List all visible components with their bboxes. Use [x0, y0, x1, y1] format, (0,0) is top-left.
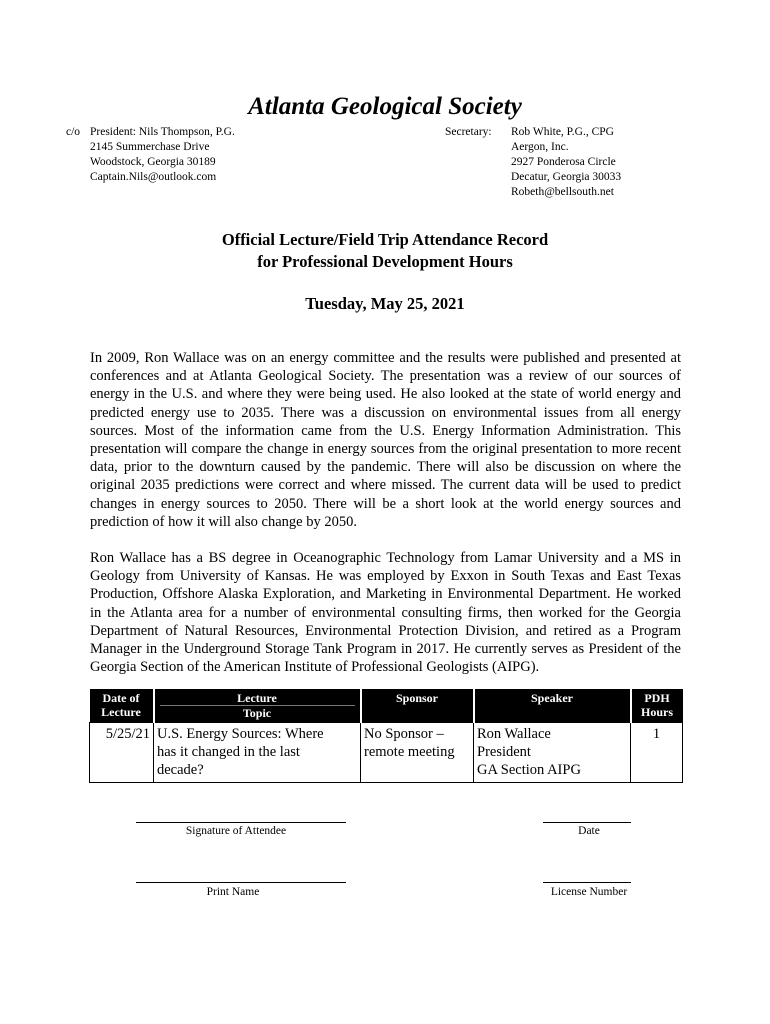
header-pdh-hours: PDH Hours	[631, 689, 683, 723]
record-heading-line1: Official Lecture/Field Trip Attendance Record	[221, 230, 549, 249]
header-sponsor: Sponsor	[361, 689, 474, 723]
print-name-line[interactable]	[136, 882, 346, 883]
lecture-date: Tuesday, May 25, 2021	[305, 294, 465, 313]
header-topic: Lecture Topic	[154, 689, 361, 723]
society-title: Atlanta Geological Society	[248, 93, 522, 120]
header-date: Date of Lecture	[90, 689, 154, 723]
cell-topic: U.S. Energy Sources: Where has it changed in the last decade?	[154, 723, 361, 783]
secretary-label: Secretary:	[445, 126, 492, 138]
president-city: Woodstock, Georgia 30189	[90, 156, 216, 168]
secretary-city: Decatur, Georgia 30033	[511, 171, 622, 183]
print-name-label: Print Name	[206, 886, 260, 898]
president-email: Captain.Nils@outlook.com	[90, 171, 217, 183]
secretary-address-block	[445, 125, 621, 200]
cell-sponsor: No Sponsor – remote meeting	[361, 723, 474, 783]
attendee-signature-line[interactable]	[136, 822, 346, 823]
cell-speaker: Ron Wallace President GA Section AIPG	[474, 723, 631, 783]
care-of-prefix: c/o	[66, 126, 81, 138]
license-number-label: License Number	[550, 886, 628, 898]
secretary-street: 2927 Ponderosa Circle	[511, 156, 616, 168]
date-label: Date	[578, 825, 600, 837]
date-line[interactable]	[543, 822, 631, 823]
record-heading-line2: for Professional Development Hours	[257, 252, 513, 271]
speaker-biography: Ron Wallace has a BS degree in Oceanographic Technology from Lamar University and a MS in Geology from University of Kansas. He was employed by Exxon in South Texas and East Texas Production, Offshore Alaska Exploration, and Marketing in Environmental Department. He worked in the Atlanta area for a number of environmental consulting firms, then worked for the Georgia Department of Natural Resources, Environmental Protection Division, and retired as a Program Manager in the Underground Storage Tank Program in 2017. He currently serves as President of the Georgia Section of the American Institute of Professional Geologists (AIPG).	[90, 550, 681, 676]
secretary-email: Robeth@bellsouth.net	[511, 186, 614, 198]
attendance-table	[89, 689, 683, 783]
secretary-company: Aergon, Inc.	[511, 141, 569, 153]
president-address-block	[66, 125, 235, 185]
table-header-row	[90, 689, 683, 723]
president-name: President: Nils Thompson, P.G.	[90, 126, 235, 138]
lecture-description: In 2009, Ron Wallace was on an energy committee and the results were published and presented at conferences and at Atlanta Geological Society. The presentation was a review of our sources of energy in the U.S. and where they were being used. He also looked at the state of world energy and predicted energy use to 2035. There was a discussion on environmental issues from all energy sources. Most of the information came from the U.S. Energy Information Administration. This presentation will compare the change in energy sources from the original presentation to more recent data, prior to the downturn caused by the pandemic. There will also be discussion on where the original 2035 predictions were correct and where missed. The current data will be used to predict changes in energy sources to 2050. There will be a short look at the world energy sources and prediction of how it will also change by 2050.	[90, 350, 681, 530]
license-number-line[interactable]	[543, 882, 631, 883]
secretary-name: Rob White, P.G., CPG	[511, 126, 614, 138]
president-street: 2145 Summerchase Drive	[90, 141, 210, 153]
table-row	[90, 723, 683, 783]
attendee-signature-label: Signature of Attendee	[185, 825, 287, 837]
cell-date: 5/25/21	[90, 723, 154, 783]
header-speaker: Speaker	[474, 689, 631, 723]
cell-hours: 1	[631, 723, 683, 783]
